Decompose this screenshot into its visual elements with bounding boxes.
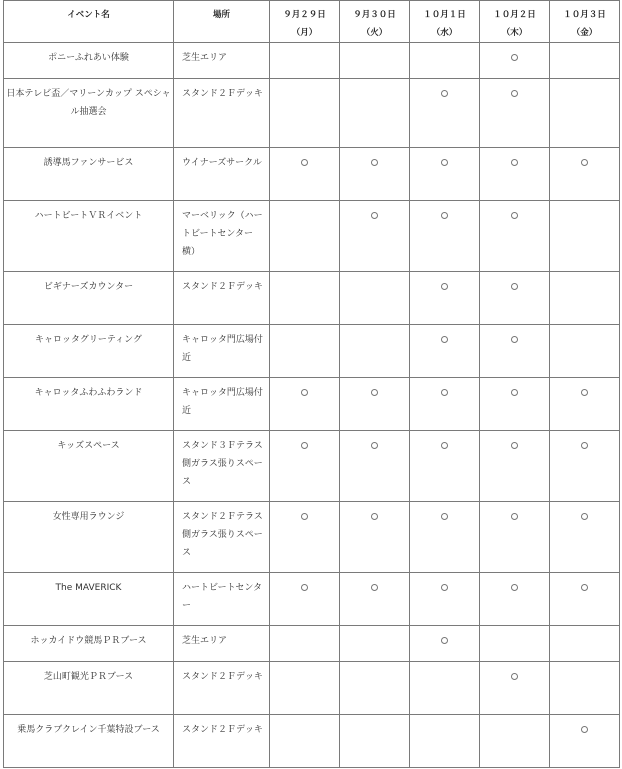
- event-name-cell: 誘導馬ファンサービス: [4, 148, 174, 201]
- availability-cell: [340, 325, 410, 378]
- available-circle-icon: [511, 212, 518, 219]
- availability-cell: [270, 79, 340, 148]
- availability-cell: [270, 148, 340, 201]
- availability-cell: [270, 378, 340, 431]
- availability-cell: [340, 272, 410, 325]
- place-cell: ウイナーズサークル: [174, 148, 270, 201]
- availability-cell: [270, 626, 340, 662]
- table-row: [4, 325, 620, 378]
- available-circle-icon: [511, 389, 518, 396]
- header-date-4: [480, 1, 550, 43]
- table-row: [4, 378, 620, 431]
- table-row: [4, 502, 620, 573]
- availability-cell: [410, 378, 480, 431]
- availability-cell: [480, 43, 550, 79]
- availability-cell: [410, 715, 480, 768]
- availability-cell: [480, 378, 550, 431]
- place-cell: キャロッタ門広場付近: [174, 378, 270, 431]
- header-date-label: １０月３日: [563, 10, 606, 20]
- availability-cell: [550, 573, 620, 626]
- table-row: [4, 662, 620, 715]
- available-circle-icon: [441, 212, 448, 219]
- place-cell: 芝生エリア: [174, 43, 270, 79]
- available-circle-icon: [581, 584, 588, 591]
- available-circle-icon: [581, 726, 588, 733]
- availability-cell: [270, 662, 340, 715]
- header-place-label: 場所: [212, 10, 230, 20]
- available-circle-icon: [581, 159, 588, 166]
- place-cell: スタンド２Ｆデッキ: [174, 272, 270, 325]
- availability-cell: [410, 431, 480, 502]
- availability-cell: [270, 573, 340, 626]
- availability-cell: [480, 272, 550, 325]
- available-circle-icon: [581, 442, 588, 449]
- available-circle-icon: [511, 159, 518, 166]
- availability-cell: [410, 502, 480, 573]
- table-row: [4, 626, 620, 662]
- available-circle-icon: [441, 389, 448, 396]
- availability-cell: [480, 626, 550, 662]
- availability-cell: [270, 43, 340, 79]
- availability-cell: [270, 715, 340, 768]
- event-name-cell: 芝山町観光ＰＲブース: [4, 662, 174, 715]
- availability-cell: [340, 431, 410, 502]
- event-schedule-table: [3, 0, 620, 768]
- availability-cell: [340, 626, 410, 662]
- available-circle-icon: [301, 584, 308, 591]
- event-name-cell: キャロッタふわふわランド: [4, 378, 174, 431]
- availability-cell: [340, 662, 410, 715]
- available-circle-icon: [511, 673, 518, 680]
- availability-cell: [410, 201, 480, 272]
- event-name-cell: ポニーふれあい体験: [4, 43, 174, 79]
- availability-cell: [480, 325, 550, 378]
- availability-cell: [550, 272, 620, 325]
- header-dow-label: （金）: [571, 28, 598, 38]
- event-name-cell: The MAVERICK: [4, 573, 174, 626]
- header-date-label: ９月３０日: [353, 10, 396, 20]
- header-date-2: [340, 1, 410, 43]
- available-circle-icon: [511, 442, 518, 449]
- availability-cell: [340, 502, 410, 573]
- header-date-3: [410, 1, 480, 43]
- place-cell: スタンド３Ｆテラス側ガラス張りスペース: [174, 431, 270, 502]
- place-cell: キャロッタ門広場付近: [174, 325, 270, 378]
- event-name-cell: キッズスペース: [4, 431, 174, 502]
- availability-cell: [480, 502, 550, 573]
- availability-cell: [550, 431, 620, 502]
- available-circle-icon: [441, 584, 448, 591]
- available-circle-icon: [371, 212, 378, 219]
- availability-cell: [340, 715, 410, 768]
- event-name-cell: ホッカイドウ競馬ＰＲブース: [4, 626, 174, 662]
- available-circle-icon: [301, 389, 308, 396]
- available-circle-icon: [511, 513, 518, 520]
- availability-cell: [480, 573, 550, 626]
- place-cell: マーベリック（ハートビートセンター横）: [174, 201, 270, 272]
- availability-cell: [550, 43, 620, 79]
- availability-cell: [410, 626, 480, 662]
- availability-cell: [270, 325, 340, 378]
- availability-cell: [270, 431, 340, 502]
- availability-cell: [340, 43, 410, 79]
- availability-cell: [410, 148, 480, 201]
- availability-cell: [550, 715, 620, 768]
- place-cell: スタンド２Ｆテラス側ガラス張りスペース: [174, 502, 270, 573]
- availability-cell: [550, 201, 620, 272]
- available-circle-icon: [441, 442, 448, 449]
- available-circle-icon: [511, 90, 518, 97]
- availability-cell: [410, 79, 480, 148]
- header-dow-label: （木）: [501, 28, 528, 38]
- available-circle-icon: [371, 159, 378, 166]
- availability-cell: [480, 715, 550, 768]
- availability-cell: [340, 79, 410, 148]
- table-row: [4, 431, 620, 502]
- available-circle-icon: [301, 513, 308, 520]
- availability-cell: [480, 662, 550, 715]
- available-circle-icon: [441, 283, 448, 290]
- availability-cell: [410, 325, 480, 378]
- available-circle-icon: [511, 336, 518, 343]
- available-circle-icon: [441, 336, 448, 343]
- event-name-cell: ビギナーズカウンター: [4, 272, 174, 325]
- schedule-body: [4, 43, 620, 768]
- table-row: [4, 79, 620, 148]
- availability-cell: [410, 662, 480, 715]
- availability-cell: [270, 502, 340, 573]
- available-circle-icon: [511, 283, 518, 290]
- availability-cell: [270, 201, 340, 272]
- table-row: [4, 43, 620, 79]
- availability-cell: [340, 573, 410, 626]
- event-name-cell: 乗馬クラブクレイン千葉特設ブース: [4, 715, 174, 768]
- availability-cell: [410, 43, 480, 79]
- availability-cell: [550, 626, 620, 662]
- header-event-label: イベント名: [67, 10, 110, 20]
- table-row: [4, 573, 620, 626]
- header-place: [174, 1, 270, 43]
- availability-cell: [550, 325, 620, 378]
- available-circle-icon: [301, 442, 308, 449]
- availability-cell: [340, 378, 410, 431]
- table-row: [4, 715, 620, 768]
- available-circle-icon: [441, 513, 448, 520]
- available-circle-icon: [371, 389, 378, 396]
- available-circle-icon: [511, 584, 518, 591]
- availability-cell: [550, 148, 620, 201]
- table-row: [4, 272, 620, 325]
- header-row: [4, 1, 620, 43]
- available-circle-icon: [511, 54, 518, 61]
- availability-cell: [480, 148, 550, 201]
- header-date-label: １０月２日: [493, 10, 536, 20]
- event-name-cell: キャロッタグリーティング: [4, 325, 174, 378]
- availability-cell: [340, 148, 410, 201]
- available-circle-icon: [371, 513, 378, 520]
- availability-cell: [340, 201, 410, 272]
- available-circle-icon: [581, 513, 588, 520]
- event-name-cell: 日本テレビ盃／マリーンカップ スペシャル抽選会: [4, 79, 174, 148]
- place-cell: ハートビートセンター: [174, 573, 270, 626]
- header-dow-label: （水）: [431, 28, 458, 38]
- header-date-5: [550, 1, 620, 43]
- place-cell: 芝生エリア: [174, 626, 270, 662]
- place-cell: スタンド２Ｆデッキ: [174, 715, 270, 768]
- available-circle-icon: [441, 90, 448, 97]
- event-name-cell: ハートビートＶＲイベント: [4, 201, 174, 272]
- place-cell: スタンド２Ｆデッキ: [174, 662, 270, 715]
- event-name-cell: 女性専用ラウンジ: [4, 502, 174, 573]
- availability-cell: [550, 378, 620, 431]
- header-date-1: [270, 1, 340, 43]
- availability-cell: [410, 272, 480, 325]
- available-circle-icon: [441, 159, 448, 166]
- availability-cell: [550, 662, 620, 715]
- availability-cell: [410, 573, 480, 626]
- available-circle-icon: [371, 584, 378, 591]
- availability-cell: [270, 272, 340, 325]
- header-dow-label: （火）: [361, 28, 388, 38]
- header-date-label: ９月２９日: [283, 10, 326, 20]
- availability-cell: [550, 79, 620, 148]
- header-dow-label: （月）: [291, 28, 318, 38]
- place-cell: スタンド２Ｆデッキ: [174, 79, 270, 148]
- availability-cell: [480, 201, 550, 272]
- header-date-label: １０月１日: [423, 10, 466, 20]
- available-circle-icon: [581, 389, 588, 396]
- available-circle-icon: [441, 637, 448, 644]
- availability-cell: [480, 79, 550, 148]
- table-row: [4, 201, 620, 272]
- available-circle-icon: [301, 159, 308, 166]
- availability-cell: [550, 502, 620, 573]
- available-circle-icon: [371, 442, 378, 449]
- header-event: [4, 1, 174, 43]
- availability-cell: [480, 431, 550, 502]
- table-row: [4, 148, 620, 201]
